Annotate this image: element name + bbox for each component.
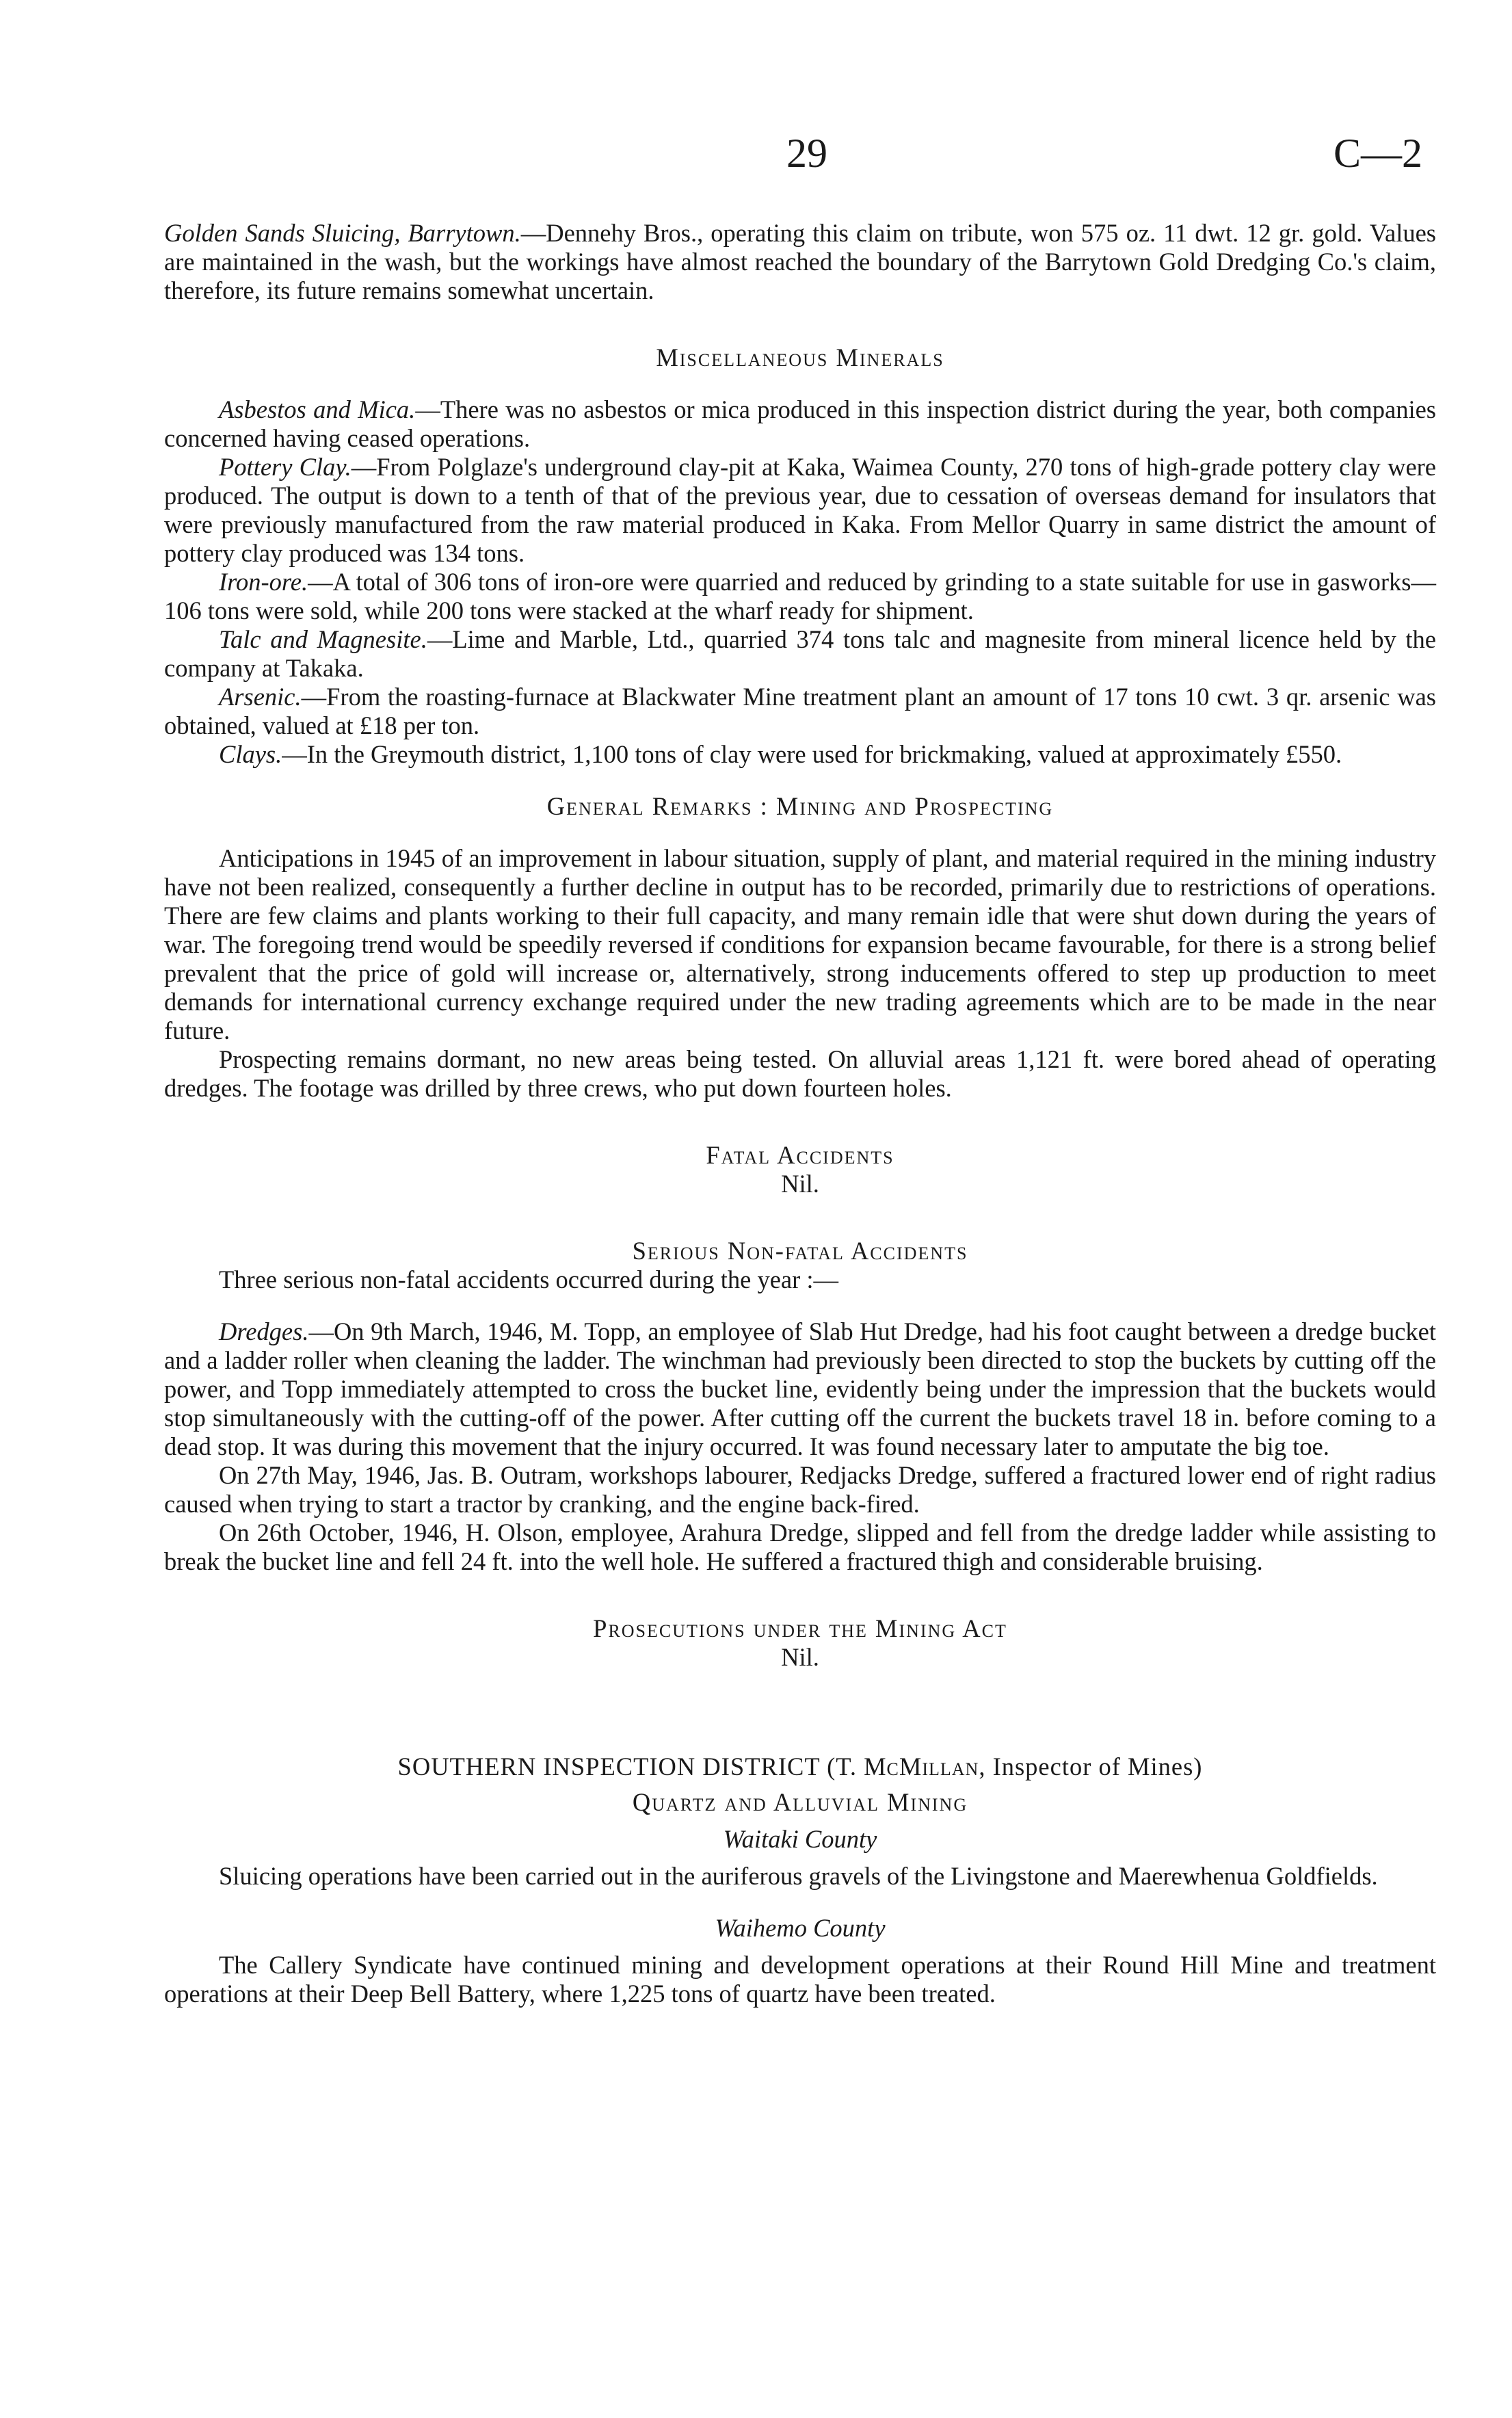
clays-paragraph (164, 740, 1436, 769)
golden-sands-paragraph (164, 219, 1436, 305)
asbestos-lead: Asbestos and Mica. (219, 395, 416, 423)
arsenic-text: —From the roasting-furnace at Blackwater Mine treatment plant an amount of 17 tons 10 cwt. 3 qr. arsenic was obtained, valued at £18 per ton. (164, 683, 1436, 739)
serious-accidents-heading: Serious Non-fatal Accidents (632, 1237, 968, 1265)
serious-accidents-intro: Three serious non-fatal accidents occurred during the year :— (219, 1265, 839, 1293)
inspector-name: McMillan (864, 1752, 979, 1780)
clays-text: —In the Greymouth district, 1,100 tons of clay were used for brickmaking, valued at approximately £550. (282, 740, 1342, 768)
dredges-text: —On 9th March, 1946, M. Topp, an employee of Slab Hut Dredge, had his foot caught between a dredge bucket and a ladder roller when cleaning the ladder. The winchman had previously been directed to stop the buckets by cutting off the power, and Topp immediately attempted to cross the bucket line, evidently being under the impression that the buckets would stop simultaneously with the cutting-off of the power. After cutting off the current the buckets travel 18 in. before coming to a dead stop. It was during this movement that the injury occurred. It was found necessary later to amputate the big toe. (164, 1317, 1436, 1460)
general-remarks-heading: General Remarks : Mining and Prospecting (546, 792, 1054, 820)
golden-sands-text: —Dennehy Bros., operating this claim on tribute, won 575 oz. 11 dwt. 12 gr. gold. Values are maintained in the wash, but the workings have almost reached the boundary of the Barrytown Gold Dredging Co.'s claim, therefore, its future remains somewhat uncertain. (164, 219, 1437, 304)
iron-ore-paragraph (164, 568, 1436, 625)
talc-paragraph (164, 625, 1436, 683)
pottery-clay-paragraph (164, 453, 1436, 568)
iron-ore-lead: Iron-ore. (219, 568, 308, 596)
waitaki-county-heading: Waitaki County (723, 1825, 877, 1853)
asbestos-text: —There was no asbestos or mica produced in this inspection district during the year, both companies concerned having ceased operations. (164, 395, 1436, 452)
southern-title-end: , Inspector of Mines) (979, 1752, 1203, 1780)
outram-paragraph: On 27th May, 1946, Jas. B. Outram, workshops labourer, Redjacks Dredge, suffered a fractured lower end of right radius caused when trying to start a tractor by cranking, and the engine back-fired. (164, 1461, 1436, 1518)
waitaki-paragraph: Sluicing operations have been carried out in the auriferous gravels of the Livingstone and Maerewhenua Goldfields. (219, 1862, 1378, 1890)
quartz-alluvial-heading: Quartz and Alluvial Mining (632, 1788, 968, 1816)
document-code: C—2 (1334, 131, 1423, 176)
waihemo-county-heading: Waihemo County (715, 1914, 886, 1942)
pottery-clay-lead: Pottery Clay. (219, 453, 352, 481)
general-paragraph-2: Prospecting remains dormant, no new areas being tested. On alluvial areas 1,121 ft. were bored ahead of operating dredges. The footage was drilled by three crews, who put down fourteen holes. (164, 1045, 1436, 1102)
asbestos-paragraph (164, 395, 1436, 453)
page-number: 29 (786, 131, 827, 176)
prosecutions-heading: Prosecutions under the Mining Act (593, 1614, 1007, 1642)
golden-sands-lead: Golden Sands Sluicing, Barrytown. (164, 219, 521, 247)
southern-title-main: SOUTHERN INSPECTION DISTRICT (T. (397, 1752, 864, 1780)
talc-lead: Talc and Magnesite. (219, 625, 427, 653)
misc-minerals-heading: Miscellaneous Minerals (656, 343, 944, 371)
arsenic-lead: Arsenic. (219, 683, 302, 711)
waihemo-paragraph: The Callery Syndicate have continued mining and development operations at their Round Hill Mine and treatment operations at their Deep Bell Battery, where 1,225 tons of quartz have been treated. (164, 1951, 1436, 2008)
document-body (164, 219, 1436, 2008)
dredges-paragraph (164, 1317, 1436, 1461)
clays-lead: Clays. (219, 740, 282, 768)
pottery-clay-text: —From Polglaze's underground clay-pit at Kaka, Waimea County, 270 tons of high-grade pottery clay were produced. The output is down to a tenth of that of the previous year, due to cessation of overseas demand for insulators that were previously manufactured from the raw material produced in Kaka. From Mellor Quarry in same district the amount of pottery clay produced was 134 tons. (164, 453, 1436, 567)
southern-district-title (164, 1752, 1436, 1781)
talc-text: —Lime and Marble, Ltd., quarried 374 tons talc and magnesite from mineral licence held by the company at Takaka. (164, 625, 1436, 682)
olson-paragraph: On 26th October, 1946, H. Olson, employee, Arahura Dredge, slipped and fell from the dredge ladder while assisting to break the bucket line and fell 24 ft. into the well hole. He suffered a fractured thigh and considerable bruising. (164, 1519, 1436, 1575)
fatal-accidents-nil: Nil. (781, 1170, 819, 1198)
prosecutions-nil: Nil. (781, 1643, 819, 1671)
arsenic-paragraph (164, 683, 1436, 740)
dredges-lead: Dredges. (219, 1317, 309, 1345)
fatal-accidents-heading: Fatal Accidents (706, 1141, 894, 1169)
iron-ore-text: —A total of 306 tons of iron-ore were quarried and reduced by grinding to a state suitable for use in gasworks—106 tons were sold, while 200 tons were stacked at the wharf ready for shipment. (164, 568, 1436, 625)
general-paragraph-1: Anticipations in 1945 of an improvement in labour situation, supply of plant, and material required in the mining industry have not been realized, consequently a further decline in output has to be recorded, primarily due to restrictions of operations. There are few claims and plants working to their full capacity, and many remain idle that were shut down during the years of war. The foregoing trend would be speedily reversed if conditions for expansion became favourable, for there is a strong belief prevalent that the price of gold will increase or, alternatively, strong inducements offered to step up production to meet demands for international currency exchange required under the new trading agreements which are to be made in the near future. (164, 844, 1436, 1044)
